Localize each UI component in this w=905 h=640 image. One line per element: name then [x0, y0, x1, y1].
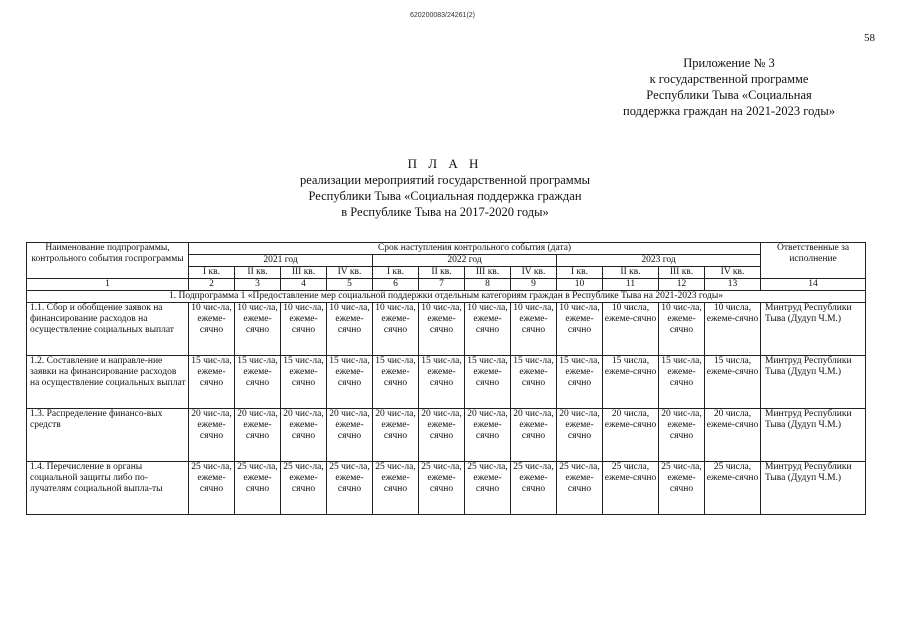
- deadline-cell: 25 чис-ла, ежеме-сячно: [373, 462, 419, 515]
- quarter-header: I кв.: [189, 267, 235, 279]
- column-number: 11: [603, 279, 659, 291]
- column-number: 2: [189, 279, 235, 291]
- column-number: 3: [235, 279, 281, 291]
- year-header: 2023 год: [557, 255, 761, 267]
- deadline-cell: 15 чис-ла, ежеме-сячно: [659, 356, 705, 409]
- responsible-cell: Минтруд Республики Тыва (Дудуп Ч.М.): [761, 356, 866, 409]
- column-number: 4: [281, 279, 327, 291]
- column-number: 14: [761, 279, 866, 291]
- deadline-cell: 10 чис-ла, ежеме-сячно: [235, 303, 281, 356]
- deadline-cell: 20 чис-ла, ежеме-сячно: [511, 409, 557, 462]
- deadline-cell: 10 числа, ежеме-сячно: [705, 303, 761, 356]
- deadline-cell: 10 чис-ла, ежеме-сячно: [327, 303, 373, 356]
- deadline-cell: 10 чис-ла, ежеме-сячно: [465, 303, 511, 356]
- deadline-cell: 20 чис-ла, ежеме-сячно: [557, 409, 603, 462]
- deadline-cell: 10 чис-ла, ежеме-сячно: [419, 303, 465, 356]
- deadline-cell: 10 чис-ла, ежеме-сячно: [659, 303, 705, 356]
- quarter-header: II кв.: [235, 267, 281, 279]
- deadline-cell: 15 чис-ла, ежеме-сячно: [373, 356, 419, 409]
- quarter-header: II кв.: [603, 267, 659, 279]
- deadline-cell: 10 числа, ежеме-сячно: [603, 303, 659, 356]
- responsible-cell: Минтруд Республики Тыва (Дудуп Ч.М.): [761, 409, 866, 462]
- table-row: [27, 356, 866, 409]
- plan-heading: [0, 156, 905, 220]
- col-header-responsible: Ответственные за исполнение: [761, 243, 866, 279]
- deadline-cell: 20 чис-ла, ежеме-сячно: [235, 409, 281, 462]
- deadline-cell: 25 чис-ла, ежеме-сячно: [659, 462, 705, 515]
- deadline-cell: 10 чис-ла, ежеме-сячно: [281, 303, 327, 356]
- col-header-name: Наименование подпрограммы, контрольного события госпрограммы: [27, 243, 189, 279]
- column-number: 1: [27, 279, 189, 291]
- quarter-header: I кв.: [373, 267, 419, 279]
- plan-subtitle: в Республике Тыва на 2017-2020 годы»: [341, 205, 549, 219]
- quarter-header: IV кв.: [705, 267, 761, 279]
- deadline-cell: 20 чис-ла, ежеме-сячно: [465, 409, 511, 462]
- event-name: 1.1. Сбор и обобщение заявок на финансирование расходов на осуществление социальных выплат: [27, 303, 189, 356]
- quarter-header: III кв.: [281, 267, 327, 279]
- deadline-cell: 25 числа, ежеме-сячно: [705, 462, 761, 515]
- deadline-cell: 15 числа, ежеме-сячно: [705, 356, 761, 409]
- column-number: 10: [557, 279, 603, 291]
- deadline-cell: 20 чис-ла, ежеме-сячно: [281, 409, 327, 462]
- deadline-cell: 15 чис-ла, ежеме-сячно: [465, 356, 511, 409]
- document-id: 620200083/24261(2): [410, 12, 476, 19]
- deadline-cell: 15 чис-ла, ежеме-сячно: [557, 356, 603, 409]
- page-number: 58: [864, 32, 875, 44]
- column-number: 13: [705, 279, 761, 291]
- table-row: [27, 462, 866, 515]
- deadline-cell: 15 чис-ла, ежеме-сячно: [327, 356, 373, 409]
- quarter-header: I кв.: [557, 267, 603, 279]
- deadline-cell: 25 чис-ла, ежеме-сячно: [465, 462, 511, 515]
- col-header-deadline: Срок наступления контрольного события (дата): [189, 243, 761, 255]
- event-name: 1.3. Распределение финансо-вых средств: [27, 409, 189, 462]
- deadline-cell: 10 чис-ла, ежеме-сячно: [373, 303, 419, 356]
- deadline-cell: 25 числа, ежеме-сячно: [603, 462, 659, 515]
- plan-title: П Л А Н: [407, 156, 483, 171]
- column-number: 6: [373, 279, 419, 291]
- quarter-header: III кв.: [659, 267, 705, 279]
- responsible-cell: Минтруд Республики Тыва (Дудуп Ч.М.): [761, 462, 866, 515]
- column-number: 7: [419, 279, 465, 291]
- column-number: 12: [659, 279, 705, 291]
- deadline-cell: 15 чис-ла, ежеме-сячно: [189, 356, 235, 409]
- deadline-cell: 25 чис-ла, ежеме-сячно: [511, 462, 557, 515]
- deadline-cell: 20 чис-ла, ежеме-сячно: [189, 409, 235, 462]
- deadline-cell: 20 числа, ежеме-сячно: [705, 409, 761, 462]
- deadline-cell: 25 чис-ла, ежеме-сячно: [419, 462, 465, 515]
- deadline-cell: 20 чис-ла, ежеме-сячно: [659, 409, 705, 462]
- appendix-line: Республики Тыва «Социальная: [646, 88, 812, 102]
- deadline-cell: 25 чис-ла, ежеме-сячно: [235, 462, 281, 515]
- table-row: [27, 303, 866, 356]
- plan-subtitle: реализации мероприятий государственной программы: [299, 173, 591, 187]
- quarter-header: III кв.: [465, 267, 511, 279]
- deadline-cell: 15 чис-ла, ежеме-сячно: [235, 356, 281, 409]
- plan-table: [26, 242, 866, 515]
- event-name: 1.4. Перечисление в органы социальной защиты либо по-лучателям социальной выпла-ты: [27, 462, 189, 515]
- event-name: 1.2. Составление и направле-ние заявки на финансирование расходов на осуществление социальных выплат: [27, 356, 189, 409]
- deadline-cell: 20 чис-ла, ежеме-сячно: [373, 409, 419, 462]
- appendix-line: поддержка граждан на 2021-2023 годы»: [623, 104, 835, 118]
- column-number: 9: [511, 279, 557, 291]
- deadline-cell: 10 чис-ла, ежеме-сячно: [511, 303, 557, 356]
- table-row: [27, 409, 866, 462]
- plan-subtitle: Республики Тыва «Социальная поддержка граждан: [308, 189, 582, 203]
- deadline-cell: 25 чис-ла, ежеме-сячно: [557, 462, 603, 515]
- deadline-cell: 25 чис-ла, ежеме-сячно: [281, 462, 327, 515]
- deadline-cell: 20 чис-ла, ежеме-сячно: [327, 409, 373, 462]
- responsible-cell: Минтруд Республики Тыва (Дудуп Ч.М.): [761, 303, 866, 356]
- appendix-heading: [623, 55, 835, 119]
- deadline-cell: 15 чис-ла, ежеме-сячно: [281, 356, 327, 409]
- appendix-line: Приложение № 3: [683, 56, 775, 70]
- quarter-header: II кв.: [419, 267, 465, 279]
- deadline-cell: 15 чис-ла, ежеме-сячно: [419, 356, 465, 409]
- deadline-cell: 25 чис-ла, ежеме-сячно: [327, 462, 373, 515]
- year-header: 2021 год: [189, 255, 373, 267]
- column-number: 8: [465, 279, 511, 291]
- deadline-cell: 25 чис-ла, ежеме-сячно: [189, 462, 235, 515]
- column-number: 5: [327, 279, 373, 291]
- quarter-header: IV кв.: [511, 267, 557, 279]
- deadline-cell: 15 чис-ла, ежеме-сячно: [511, 356, 557, 409]
- deadline-cell: 20 числа, ежеме-сячно: [603, 409, 659, 462]
- quarter-header: IV кв.: [327, 267, 373, 279]
- appendix-line: к государственной программе: [649, 72, 809, 86]
- deadline-cell: 10 чис-ла, ежеме-сячно: [189, 303, 235, 356]
- deadline-cell: 20 чис-ла, ежеме-сячно: [419, 409, 465, 462]
- deadline-cell: 15 числа, ежеме-сячно: [603, 356, 659, 409]
- subprogram-row: 1. Подпрограмма 1 «Предоставление мер социальной поддержки отдельным категориям граждан в Республике Тыва на 2021-2023 годы»: [27, 291, 866, 303]
- year-header: 2022 год: [373, 255, 557, 267]
- deadline-cell: 10 чис-ла, ежеме-сячно: [557, 303, 603, 356]
